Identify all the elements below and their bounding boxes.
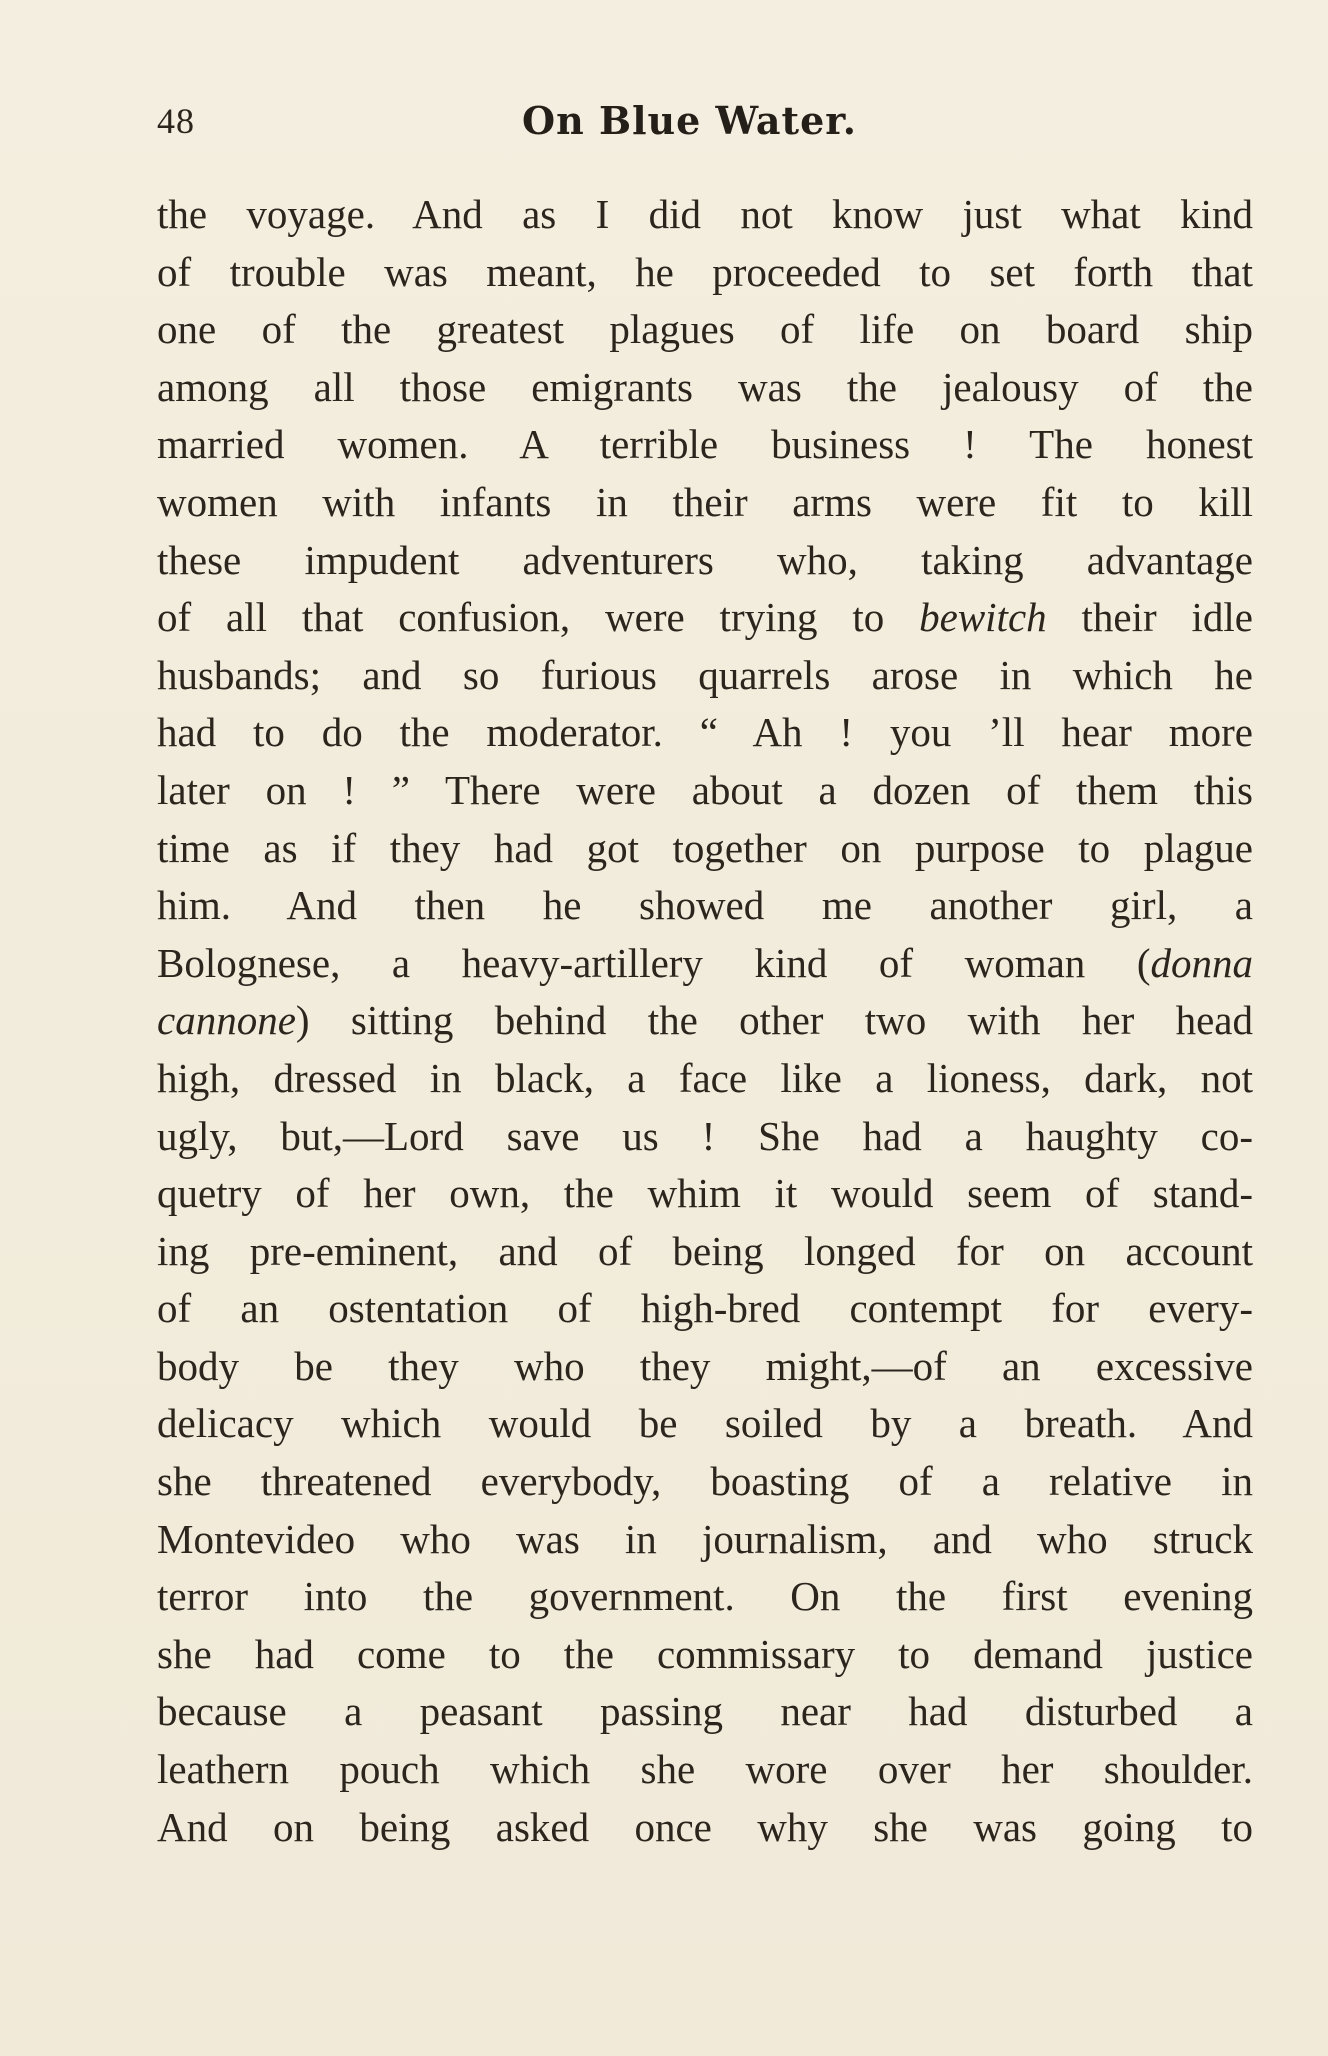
text-line [157,820,1253,878]
text-line [157,935,1253,993]
text-run: of all that confusion, were trying to [157,594,920,641]
text-line [157,704,1253,762]
text-line [157,1108,1253,1166]
text-run: Montevideo who was in journalism, and who struck [157,1515,1253,1562]
text-run: these impudent adventurers who, taking advantage [157,536,1253,583]
text-line [157,1050,1253,1108]
text-line [157,532,1253,590]
text-line [157,1511,1253,1569]
text-line [157,1799,1253,1857]
text-run: married women. A terrible business ! The honest [157,421,1253,468]
text-line [157,1453,1253,1511]
text-line [157,1338,1253,1396]
text-line [157,1395,1253,1453]
text-line [157,1568,1253,1626]
text-line [157,359,1253,417]
text-line [157,1165,1253,1223]
text-run: ing pre-eminent, and of being longed for on account [157,1227,1253,1274]
text-run: leathern pouch which she wore over her shoulder. [157,1746,1253,1793]
body-text [157,186,1253,1856]
text-line [157,1683,1253,1741]
text-run: ugly, but,—Lord save us ! She had a haughty co- [157,1112,1253,1159]
text-run: husbands; and so furious quarrels arose in which he [157,651,1253,698]
text-run: terror into the government. On the first evening [157,1573,1253,1620]
text-run: high, dressed in black, a face like a lioness, dark, not [157,1054,1253,1101]
text-run: quetry of her own, the whim it would seem of stand- [157,1170,1253,1217]
text-run: she threatened everybody, boasting of a relative in [157,1458,1253,1505]
text-run: women with infants in their arms were fit to kill [157,478,1253,525]
text-run: of an ostentation of high-bred contempt for every- [157,1285,1253,1332]
text-run: time as if they had got together on purpose to plague [157,824,1253,871]
text-line [157,589,1253,647]
text-line [157,1741,1253,1799]
text-line [157,416,1253,474]
text-line [157,647,1253,705]
text-line [157,1626,1253,1684]
text-line [157,244,1253,302]
text-run: And on being asked once why she was going to [157,1803,1253,1850]
text-line [157,877,1253,935]
text-run: among all those emigrants was the jealousy of the [157,363,1253,410]
page-number: 48 [157,101,195,141]
text-line [157,1223,1253,1281]
text-run: because a peasant passing near had disturbed a [157,1688,1253,1735]
running-title: On Blue Water. [522,98,858,143]
text-run: the voyage. And as I did not know just what kind [157,191,1253,237]
italic-text: cannone [157,997,296,1044]
text-line [157,992,1253,1050]
text-run: later on ! ” There were about a dozen of them this [157,766,1253,813]
text-run: their idle [1046,594,1254,641]
italic-text: donna [1150,939,1253,986]
text-line [157,762,1253,820]
text-run: delicacy which would be soiled by a breath. And [157,1400,1253,1447]
running-head [157,100,1257,160]
text-line [157,301,1253,359]
text-run: she had come to the commissary to demand justice [157,1630,1253,1677]
text-run: had to do the moderator. “ Ah ! you ’ll hear more [157,709,1253,756]
text-line [157,474,1253,532]
text-line [157,1280,1253,1338]
text-run: one of the greatest plagues of life on board ship [157,306,1253,353]
text-run: ) sitting behind the other two with her head [295,997,1253,1044]
text-run: of trouble was meant, he proceeded to set forth that [157,248,1253,295]
text-run: Bolognese, a heavy-artillery kind of woman ( [157,939,1151,986]
italic-text: bewitch [919,594,1047,641]
text-run: him. And then he showed me another girl, a [157,882,1253,929]
text-run: body be they who they might,—of an excessive [157,1342,1253,1389]
text-line [157,186,1253,244]
